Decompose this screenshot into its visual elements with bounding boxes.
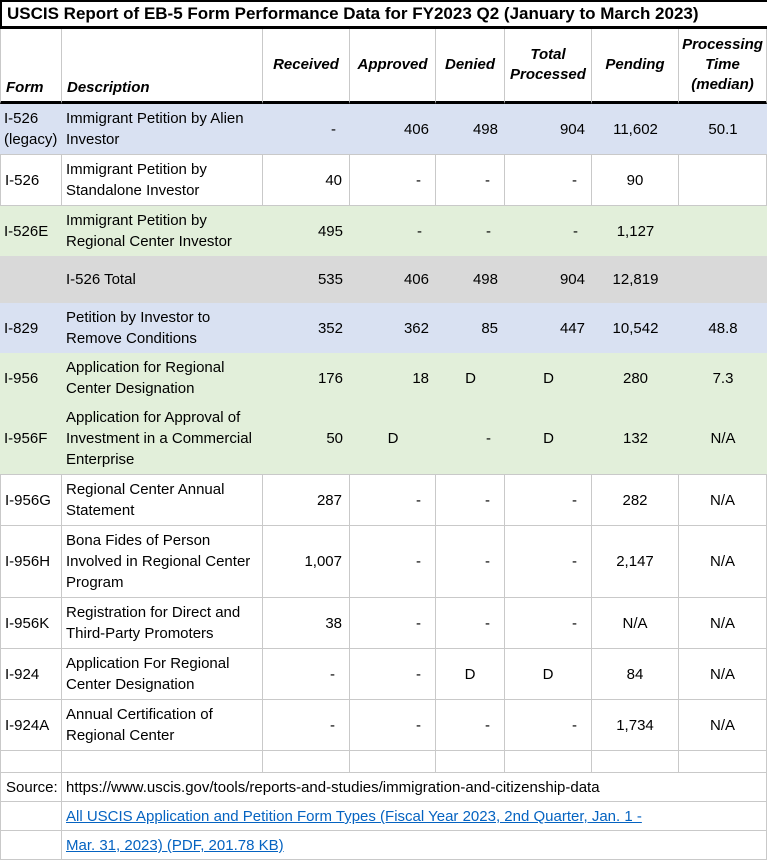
cell-pending: 90 (592, 154, 679, 206)
cell-total-processed: - (505, 154, 592, 206)
cell-denied: - (436, 154, 505, 206)
cell-approved: - (350, 598, 436, 649)
cell-form: I-526 (0, 154, 62, 206)
cell-denied: 498 (472, 120, 498, 138)
column-header-approved: Approved (350, 29, 436, 104)
empty-cell (436, 751, 505, 773)
cell-approved: 362 (403, 319, 429, 337)
cell-description: Petition by Investor to Remove Conditions (66, 309, 211, 347)
cell-processing-time (679, 256, 767, 303)
cell-total-processed: - (505, 700, 592, 751)
empty-cell (505, 751, 592, 773)
empty-cell (263, 751, 350, 773)
cell-form: I-956H (0, 526, 62, 598)
link-row-spacer (0, 831, 62, 860)
column-header-form: Form (0, 29, 62, 104)
cell-total-processed: D (543, 369, 554, 387)
cell-form: I-526 (legacy) (4, 110, 58, 148)
cell-description: Annual Certification of Regional Center (62, 700, 263, 751)
cell-denied: - (486, 222, 491, 240)
cell-received: 38 (263, 598, 350, 649)
table-row (0, 206, 767, 256)
cell-processing-time: N/A (679, 526, 767, 598)
cell-approved: 406 (403, 120, 429, 138)
cell-form: I-829 (4, 319, 39, 337)
cell-approved: - (350, 526, 436, 598)
table-row (0, 649, 767, 700)
cell-denied: D (436, 649, 505, 700)
cell-description: Immigrant Petition by Regional Center Investor (66, 212, 232, 250)
pdf-link-line2[interactable]: Mar. 31, 2023) (PDF, 201.78 KB) (66, 837, 284, 854)
cell-form: I-956F (4, 430, 48, 447)
eb5-data-table (0, 29, 767, 860)
empty-cell (62, 751, 263, 773)
link-row-2 (0, 831, 767, 860)
cell-form: I-956K (0, 598, 62, 649)
cell-total-processed: D (505, 649, 592, 700)
table-row (0, 104, 767, 154)
cell-received: 495 (317, 222, 343, 240)
cell-description: Regional Center Annual Statement (62, 474, 263, 526)
cell-approved: 18 (412, 369, 429, 387)
empty-cell (592, 751, 679, 773)
cell-received: 40 (263, 154, 350, 206)
link-cell-1 (62, 802, 767, 831)
cell-received: 176 (317, 369, 343, 387)
table-row (0, 598, 767, 649)
source-label: Source: (0, 773, 62, 802)
cell-form: I-956G (0, 474, 62, 526)
cell-pending: 280 (622, 369, 649, 387)
cell-total-processed: - (505, 474, 592, 526)
cell-processing-time: N/A (679, 598, 767, 649)
cell-approved: - (417, 222, 422, 240)
cell-received: - (331, 120, 336, 138)
cell-approved: - (350, 700, 436, 751)
cell-pending: 1,127 (616, 222, 655, 240)
cell-form (0, 256, 62, 303)
table-row (0, 256, 767, 303)
cell-received: 535 (317, 271, 343, 288)
cell-total-processed: 904 (559, 120, 585, 138)
column-header-denied: Denied (436, 29, 505, 104)
column-header-processing-time-median: Processing Time (median) (679, 29, 767, 104)
cell-processing-time: 48.8 (708, 319, 738, 337)
link-row-spacer (0, 802, 62, 831)
cell-form: I-924A (0, 700, 62, 751)
cell-description: Immigrant Petition by Standalone Investor (62, 154, 263, 206)
cell-denied: 498 (472, 271, 498, 288)
cell-total-processed: 447 (559, 319, 585, 337)
table-row (0, 303, 767, 353)
cell-processing-time: N/A (679, 700, 767, 751)
cell-form: I-526E (4, 222, 49, 240)
cell-received: 352 (317, 319, 343, 337)
table-row (0, 154, 767, 206)
cell-total-processed: D (543, 430, 554, 447)
cell-processing-time: N/A (679, 474, 767, 526)
cell-denied: - (486, 430, 491, 447)
cell-denied: - (436, 526, 505, 598)
cell-total-processed: 904 (559, 271, 585, 288)
cell-pending: 132 (622, 430, 649, 447)
link-row-1 (0, 802, 767, 831)
cell-total-processed: - (573, 222, 578, 240)
cell-processing-time (679, 154, 767, 206)
table-row (0, 700, 767, 751)
cell-denied: 85 (481, 319, 498, 337)
cell-description: I-526 Total (66, 271, 136, 288)
page-title: USCIS Report of EB-5 Form Performance Data for FY2023 Q2 (January to March 2023) (0, 0, 767, 29)
cell-pending: 1,734 (592, 700, 679, 751)
cell-description: Application For Regional Center Designation (62, 649, 263, 700)
table-row (0, 474, 767, 526)
cell-pending: 282 (592, 474, 679, 526)
cell-total-processed: - (505, 598, 592, 649)
cell-received: 1,007 (263, 526, 350, 598)
source-row (0, 773, 767, 802)
cell-description: Immigrant Petition by Alien Investor (66, 110, 244, 148)
cell-denied: - (436, 474, 505, 526)
cell-received: - (263, 649, 350, 700)
empty-cell (679, 751, 767, 773)
cell-processing-time (679, 206, 767, 256)
cell-processing-time: N/A (679, 649, 767, 700)
cell-processing-time: 7.3 (712, 369, 734, 387)
column-header-received: Received (263, 29, 350, 104)
cell-form: I-924 (0, 649, 62, 700)
cell-approved: - (350, 649, 436, 700)
table-header-row (0, 29, 767, 104)
pdf-link-line1[interactable]: All USCIS Application and Petition Form Types (Fiscal Year 2023, 2nd Quarter, Jan. 1 - (66, 808, 642, 825)
cell-description: Application for Regional Center Designation (66, 359, 225, 397)
cell-received: 50 (326, 430, 343, 447)
cell-pending: N/A (592, 598, 679, 649)
cell-approved: D (387, 430, 399, 447)
cell-approved: - (350, 154, 436, 206)
cell-description: Bona Fides of Person Involved in Regional Center Program (62, 526, 263, 598)
cell-approved: - (350, 474, 436, 526)
cell-total-processed: - (505, 526, 592, 598)
table-row (0, 526, 767, 598)
column-header-description: Description (62, 29, 263, 104)
empty-cell (350, 751, 436, 773)
cell-processing-time: 50.1 (708, 120, 738, 138)
cell-description: Registration for Direct and Third-Party Promoters (62, 598, 263, 649)
cell-approved: 406 (403, 271, 429, 288)
cell-pending: 12,819 (612, 271, 659, 288)
empty-row (0, 751, 767, 773)
cell-description: Application for Approval of Investment in a Commercial Enterprise (66, 409, 252, 468)
cell-received: - (263, 700, 350, 751)
cell-pending: 2,147 (592, 526, 679, 598)
cell-form: I-956 (4, 369, 39, 387)
table-row (0, 403, 767, 474)
column-header-pending: Pending (592, 29, 679, 104)
cell-denied: - (436, 598, 505, 649)
cell-denied: - (436, 700, 505, 751)
cell-pending: 11,602 (613, 120, 658, 138)
cell-received: 287 (263, 474, 350, 526)
table-row (0, 353, 767, 403)
link-cell-2 (62, 831, 767, 860)
source-url: https://www.uscis.gov/tools/reports-and-studies/immigration-and-citizenship-data (62, 773, 767, 802)
empty-cell (0, 751, 62, 773)
cell-pending: 84 (592, 649, 679, 700)
cell-pending: 10,542 (612, 319, 659, 337)
cell-denied: D (465, 369, 476, 387)
cell-processing-time: N/A (710, 430, 736, 447)
column-header-total-processed: Total Processed (505, 29, 592, 104)
